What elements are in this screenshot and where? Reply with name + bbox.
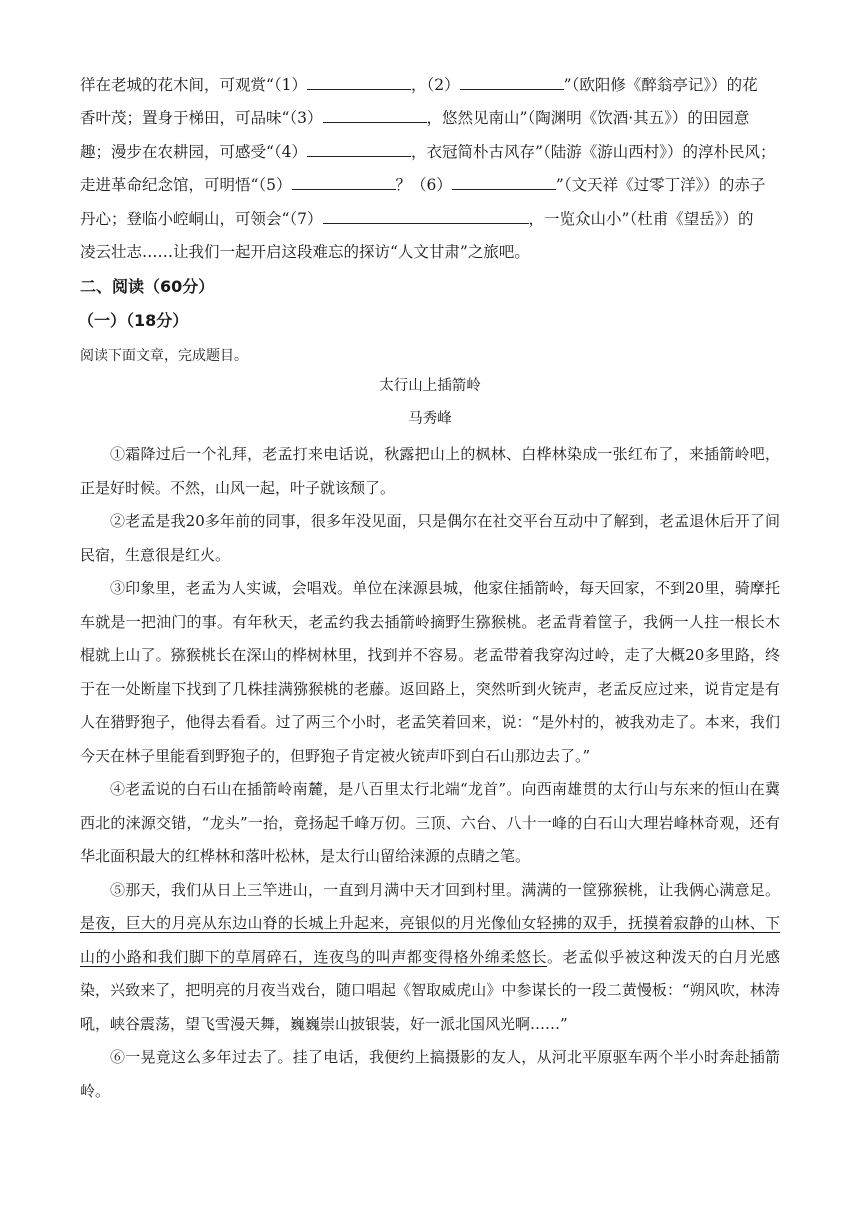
article-title: 太行山上插箭岭: [379, 378, 481, 394]
fill-in-text: 香叶茂；置身于梯田，可品味“（3）: [80, 109, 323, 127]
paragraph-5-text: 。老孟似乎被这种泼天的白月光感染，兴致来了，把明亮的月夜当戏台，随口唱起《智取威虎山》中参谋长的一段二黄慢板：“朔风吹，林涛吼，峡谷震荡，望飞雪漫天舞，巍巍崇山披银装，好一派北国风光啊……”: [80, 947, 780, 1033]
answer-blank-4[interactable]: [307, 141, 411, 157]
fill-in-text: ”（欧阳修《醉翁亭记》）的花: [563, 76, 758, 94]
fill-in-text: ，一览众山小”（杜甫《望岳》）的: [528, 210, 754, 228]
answer-blank-3[interactable]: [323, 107, 427, 123]
paragraph-5: [80, 874, 780, 1042]
fill-in-text: ，衣冠简朴古风存”（陆游《游山西村》）的淳朴民风；: [411, 143, 776, 161]
article-author: 马秀峰: [408, 411, 452, 427]
subsection-title: （一）（18分）: [78, 311, 189, 330]
fill-in-text: 丹心；登临小崆峒山，可领会“（7）: [80, 210, 323, 228]
paragraph-4: ④老孟说的白石山在插箭岭南麓，是八百里太行北端“龙首”。向西南雄贯的太行山与东来的恒山在冀西北的涞源交错，“龙头”一抬，竟扬起千峰万仞。三顶、六台、八十一峰的白石山大理岩峰林奇观，还有华北面积最大的红桦林和落叶松林，是太行山留给涞源的点睛之笔。: [80, 780, 780, 865]
section-title: 二、阅读（60分）: [80, 277, 215, 296]
paragraph-1: ①霜降过后一个礼拜，老孟打来电话说，秋露把山上的枫林、白桦林染成一张红布了，来插箭岭吧，正是好时候。不然，山风一起，叶子就该颓了。: [80, 445, 780, 497]
paragraph-6: ⑥一晃竟这么多年过去了。挂了电话，我便约上搞摄影的友人，从河北平原驱车两个半小时奔赴插箭岭。: [80, 1048, 780, 1100]
fill-in-text: 徉在老城的花木间，可观赏“（1）: [80, 76, 308, 94]
fill-in-line-5: [80, 208, 753, 229]
fill-in-text: ？（6）: [395, 176, 452, 194]
paragraph-5-text: ⑤那天，我们从日上三竿进山，一直到月满中天才回到村里。满满的一筐猕猴桃，让我俩心满意足。: [110, 880, 780, 899]
reading-instruction: 阅读下面文章，完成题目。: [80, 348, 248, 364]
answer-blank-6[interactable]: [452, 174, 556, 190]
answer-blank-5[interactable]: [292, 174, 396, 190]
fill-in-text: ，（2）: [411, 76, 460, 94]
fill-in-text: ”（文天祥《过零丁洋》）的赤子: [555, 176, 766, 194]
paragraph-3: ③印象里，老孟为人实诚，会唱戏。单位在涞源县城，他家住插箭岭，每天回家，不到20里，骑摩托车就是一把油门的事。有年秋天，老孟约我去插箭岭摘野生猕猴桃。老孟背着筐子，我俩一人拄一根长木棍就上山了。猕猴桃长在深山的桦树林里，找到并不容易。老孟带着我穿沟过岭，走了大概20多里路，终于在一处断崖下找到了几株挂满猕猴桃的老藤。返回路上，突然听到火铳声，老孟反应过来，说肯定是有人在猎野狍子，他得去看看。过了两三个小时，老孟笑着回来，说：“是外村的，被我劝走了。本来，我们今天在林子里能看到野狍子的，但野狍子肯定被火铳声吓到白石山那边去了。”: [80, 579, 780, 765]
fill-in-text: 走进革命纪念馆，可明悟“（5）: [80, 176, 292, 194]
answer-blank-2[interactable]: [460, 74, 564, 90]
fill-in-line-3: [80, 141, 775, 162]
fill-in-line-4: [80, 174, 765, 195]
fill-in-text: 趣；漫步在农耕园，可感受“（4）: [80, 143, 308, 161]
fill-in-text: ，悠然见南山”（陶渊明《饮酒·其五》）的田园意: [426, 109, 750, 127]
article-body: [80, 438, 780, 1108]
underlined-sentence: 是夜，巨大的月亮从东边山脊的长城上升起来，亮银似的月光像仙女轻拂的双手，抚摸着寂静的山林、下山的小路和我们脚下的草屑碎石，连夜鸟的叫声都变得格外绵柔悠长: [80, 914, 780, 966]
paragraph-2: ②老孟是我20多年前的同事，很多年没见面，只是偶尔在社交平台互动中了解到，老孟退休后开了间民宿，生意很是红火。: [80, 512, 780, 564]
fill-in-line-1: [80, 74, 758, 95]
answer-blank-1[interactable]: [307, 74, 411, 90]
fill-in-line-2: [80, 107, 749, 128]
answer-blank-7[interactable]: [323, 208, 529, 224]
fill-in-line-6: 凌云壮志……让我们一起开启这段难忘的探访“人文甘肃”之旅吧。: [80, 243, 530, 261]
